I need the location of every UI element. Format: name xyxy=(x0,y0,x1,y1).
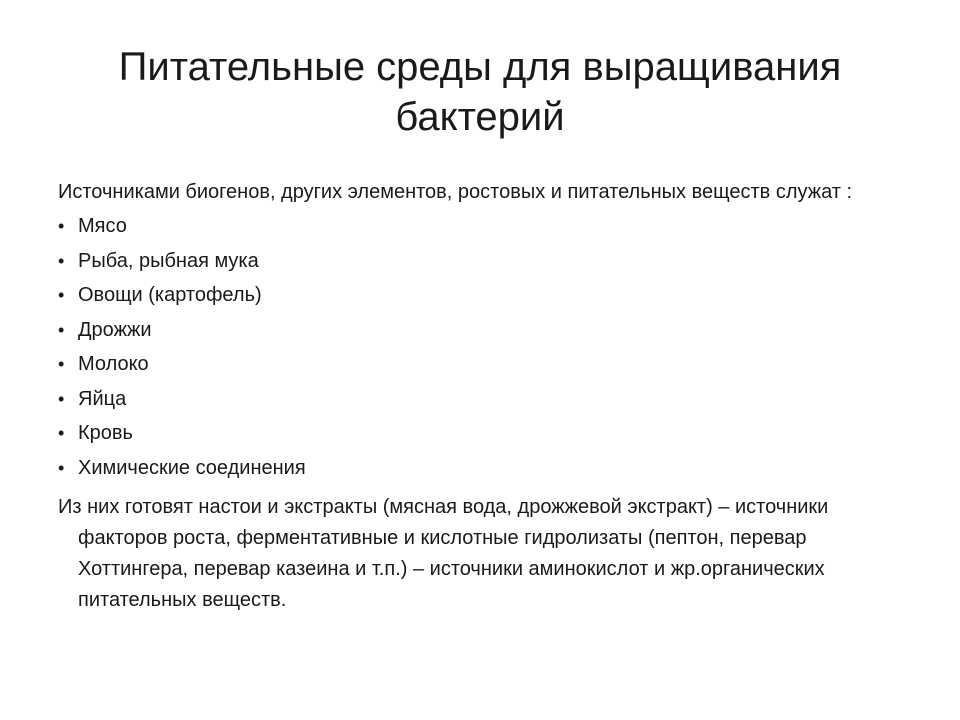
list-item xyxy=(58,350,918,385)
source-list xyxy=(58,212,918,488)
bullet-icon: • xyxy=(58,319,65,340)
list-item xyxy=(58,247,918,282)
intro-paragraph: Источниками биогенов, других элементов, ростовых и питательных веществ служат : xyxy=(58,181,853,203)
slide-title-line-1: Питательные среды для выращивания xyxy=(118,45,842,89)
bullet-icon: • xyxy=(58,250,65,271)
bullet-icon: • xyxy=(58,457,65,478)
outro-paragraph: Из них готовят настои и экстракты (мясная вода, дрожжевой экстракт) – источники факторов роста, ферментативные и кислотные гидролизаты (пептон, перевар Хоттингера, перевар казеина и т.п.) – источники аминокислот и жр.органических питательных веществ. xyxy=(58,496,829,611)
bullet-icon: • xyxy=(58,285,65,305)
bullet-icon: • xyxy=(58,388,65,409)
slide-title xyxy=(80,42,880,142)
list-item-label: Дрожжи xyxy=(78,318,152,341)
list-item-label: Мясо xyxy=(78,215,127,237)
list-item-label: Молоко xyxy=(78,353,149,375)
list-item-label: Кровь xyxy=(78,422,133,444)
bullet-icon: • xyxy=(58,216,65,236)
bullet-icon: • xyxy=(58,423,65,443)
list-item xyxy=(58,212,918,247)
slide-body xyxy=(58,178,918,616)
bullet-icon: • xyxy=(58,354,65,374)
list-item-label: Рыба, рыбная мука xyxy=(78,249,259,272)
list-item-label: Овощи (картофель) xyxy=(78,284,262,306)
list-item-label: Яйца xyxy=(78,387,127,410)
list-item xyxy=(58,419,918,454)
list-item xyxy=(58,385,918,420)
list-item xyxy=(58,316,918,351)
list-item xyxy=(58,454,918,489)
list-item-label: Химические соединения xyxy=(78,456,306,479)
list-item xyxy=(58,281,918,316)
slide-title-line-2: бактерий xyxy=(395,95,565,139)
